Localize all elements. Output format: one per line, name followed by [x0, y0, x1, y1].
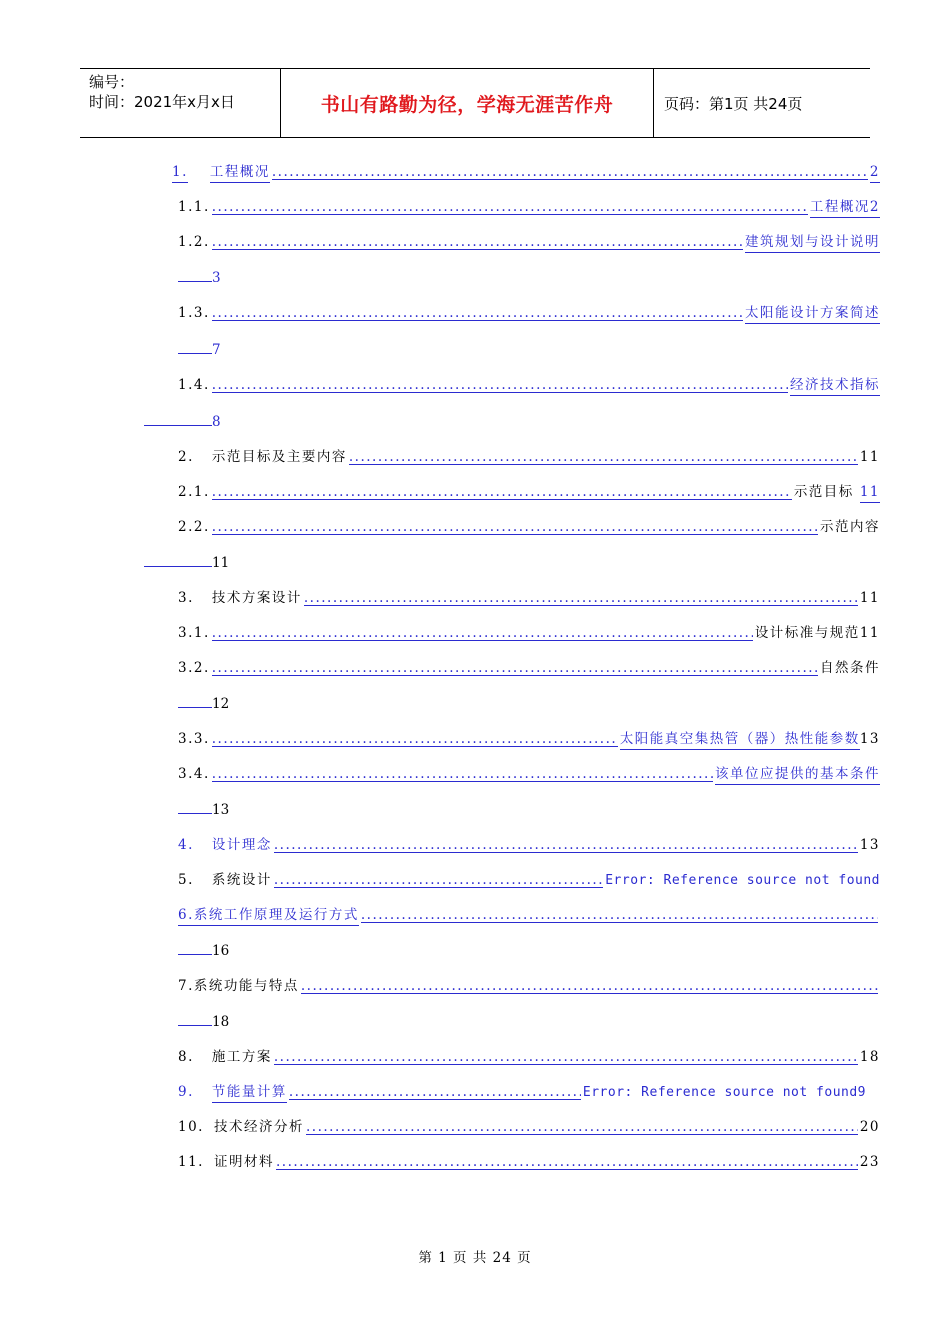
- toc-page-1-4[interactable]: 8: [144, 412, 221, 432]
- toc-entry-2-1[interactable]: 2.1. ..... 示范目标 11: [178, 482, 880, 503]
- page-footer: 第 1 页 共 24 页: [418, 1250, 532, 1266]
- code-label: 编号：: [89, 73, 135, 91]
- toc-page-3-2[interactable]: 12: [178, 694, 229, 714]
- motto: 书山有路勤为径，学海无涯苦作舟: [281, 69, 654, 137]
- toc-page-7[interactable]: 18: [178, 1012, 229, 1032]
- toc-entry-3-3[interactable]: 3.3. ..... 太阳能真空集热管（器）热性能参数 13: [178, 729, 880, 750]
- toc-entry-5[interactable]: 5. 系统设计 ..... Error: Reference source not found: [178, 870, 880, 891]
- toc-entry-1[interactable]: 1. 工程概况 ..... 2: [172, 162, 880, 183]
- toc-entry-1-4[interactable]: 1.4. ..... 经济技术指标: [178, 375, 880, 396]
- toc-entry-6[interactable]: 6. 系统工作原理及运行方式 .....: [178, 905, 880, 926]
- toc-entry-9[interactable]: 9. 节能量计算 ..... Error: Reference source not found9: [178, 1082, 866, 1103]
- toc-entry-2[interactable]: 2. 示范目标及主要内容 ..... 11: [178, 447, 880, 467]
- time-label: 时间：2021年x月x日: [89, 93, 235, 111]
- toc-page-6[interactable]: 16: [178, 941, 229, 961]
- toc-entry-3-2[interactable]: 3.2. ..... 自然条件: [178, 658, 880, 678]
- toc-page-1-2[interactable]: 3: [178, 268, 221, 288]
- toc-entry-3-1[interactable]: 3.1. ..... 设计标准与规范 11: [178, 623, 880, 643]
- toc-entry-1-2[interactable]: 1.2. ..... 建筑规划与设计说明: [178, 232, 880, 253]
- toc-entry-11[interactable]: 11. 证明材料 ..... 23: [178, 1152, 880, 1172]
- toc-entry-1-3[interactable]: 1.3. ..... 太阳能设计方案简述: [178, 303, 880, 324]
- toc-entry-3[interactable]: 3. 技术方案设计 ..... 11: [178, 588, 880, 608]
- toc-entry-4[interactable]: 4. 设计理念 ..... 13: [178, 835, 880, 855]
- toc-page-1-3[interactable]: 7: [178, 340, 221, 360]
- toc-page-2-2[interactable]: 11: [144, 553, 229, 573]
- toc-entry-3-4[interactable]: 3.4. ..... 该单位应提供的基本条件: [178, 764, 880, 785]
- page-info: 页码：第1页 共24页: [664, 94, 803, 113]
- toc-page-3-4[interactable]: 13: [178, 800, 229, 820]
- toc-entry-7[interactable]: 7. 系统功能与特点 .....: [178, 976, 880, 996]
- toc-entry-10[interactable]: 10. 技术经济分析 ..... 20: [178, 1117, 880, 1137]
- toc-entry-8[interactable]: 8. 施工方案 ..... 18: [178, 1047, 880, 1067]
- toc-entry-1-1[interactable]: 1.1. ..... 工程概况 2: [178, 197, 880, 218]
- toc-entry-2-2[interactable]: 2.2. ..... 示范内容: [178, 517, 880, 537]
